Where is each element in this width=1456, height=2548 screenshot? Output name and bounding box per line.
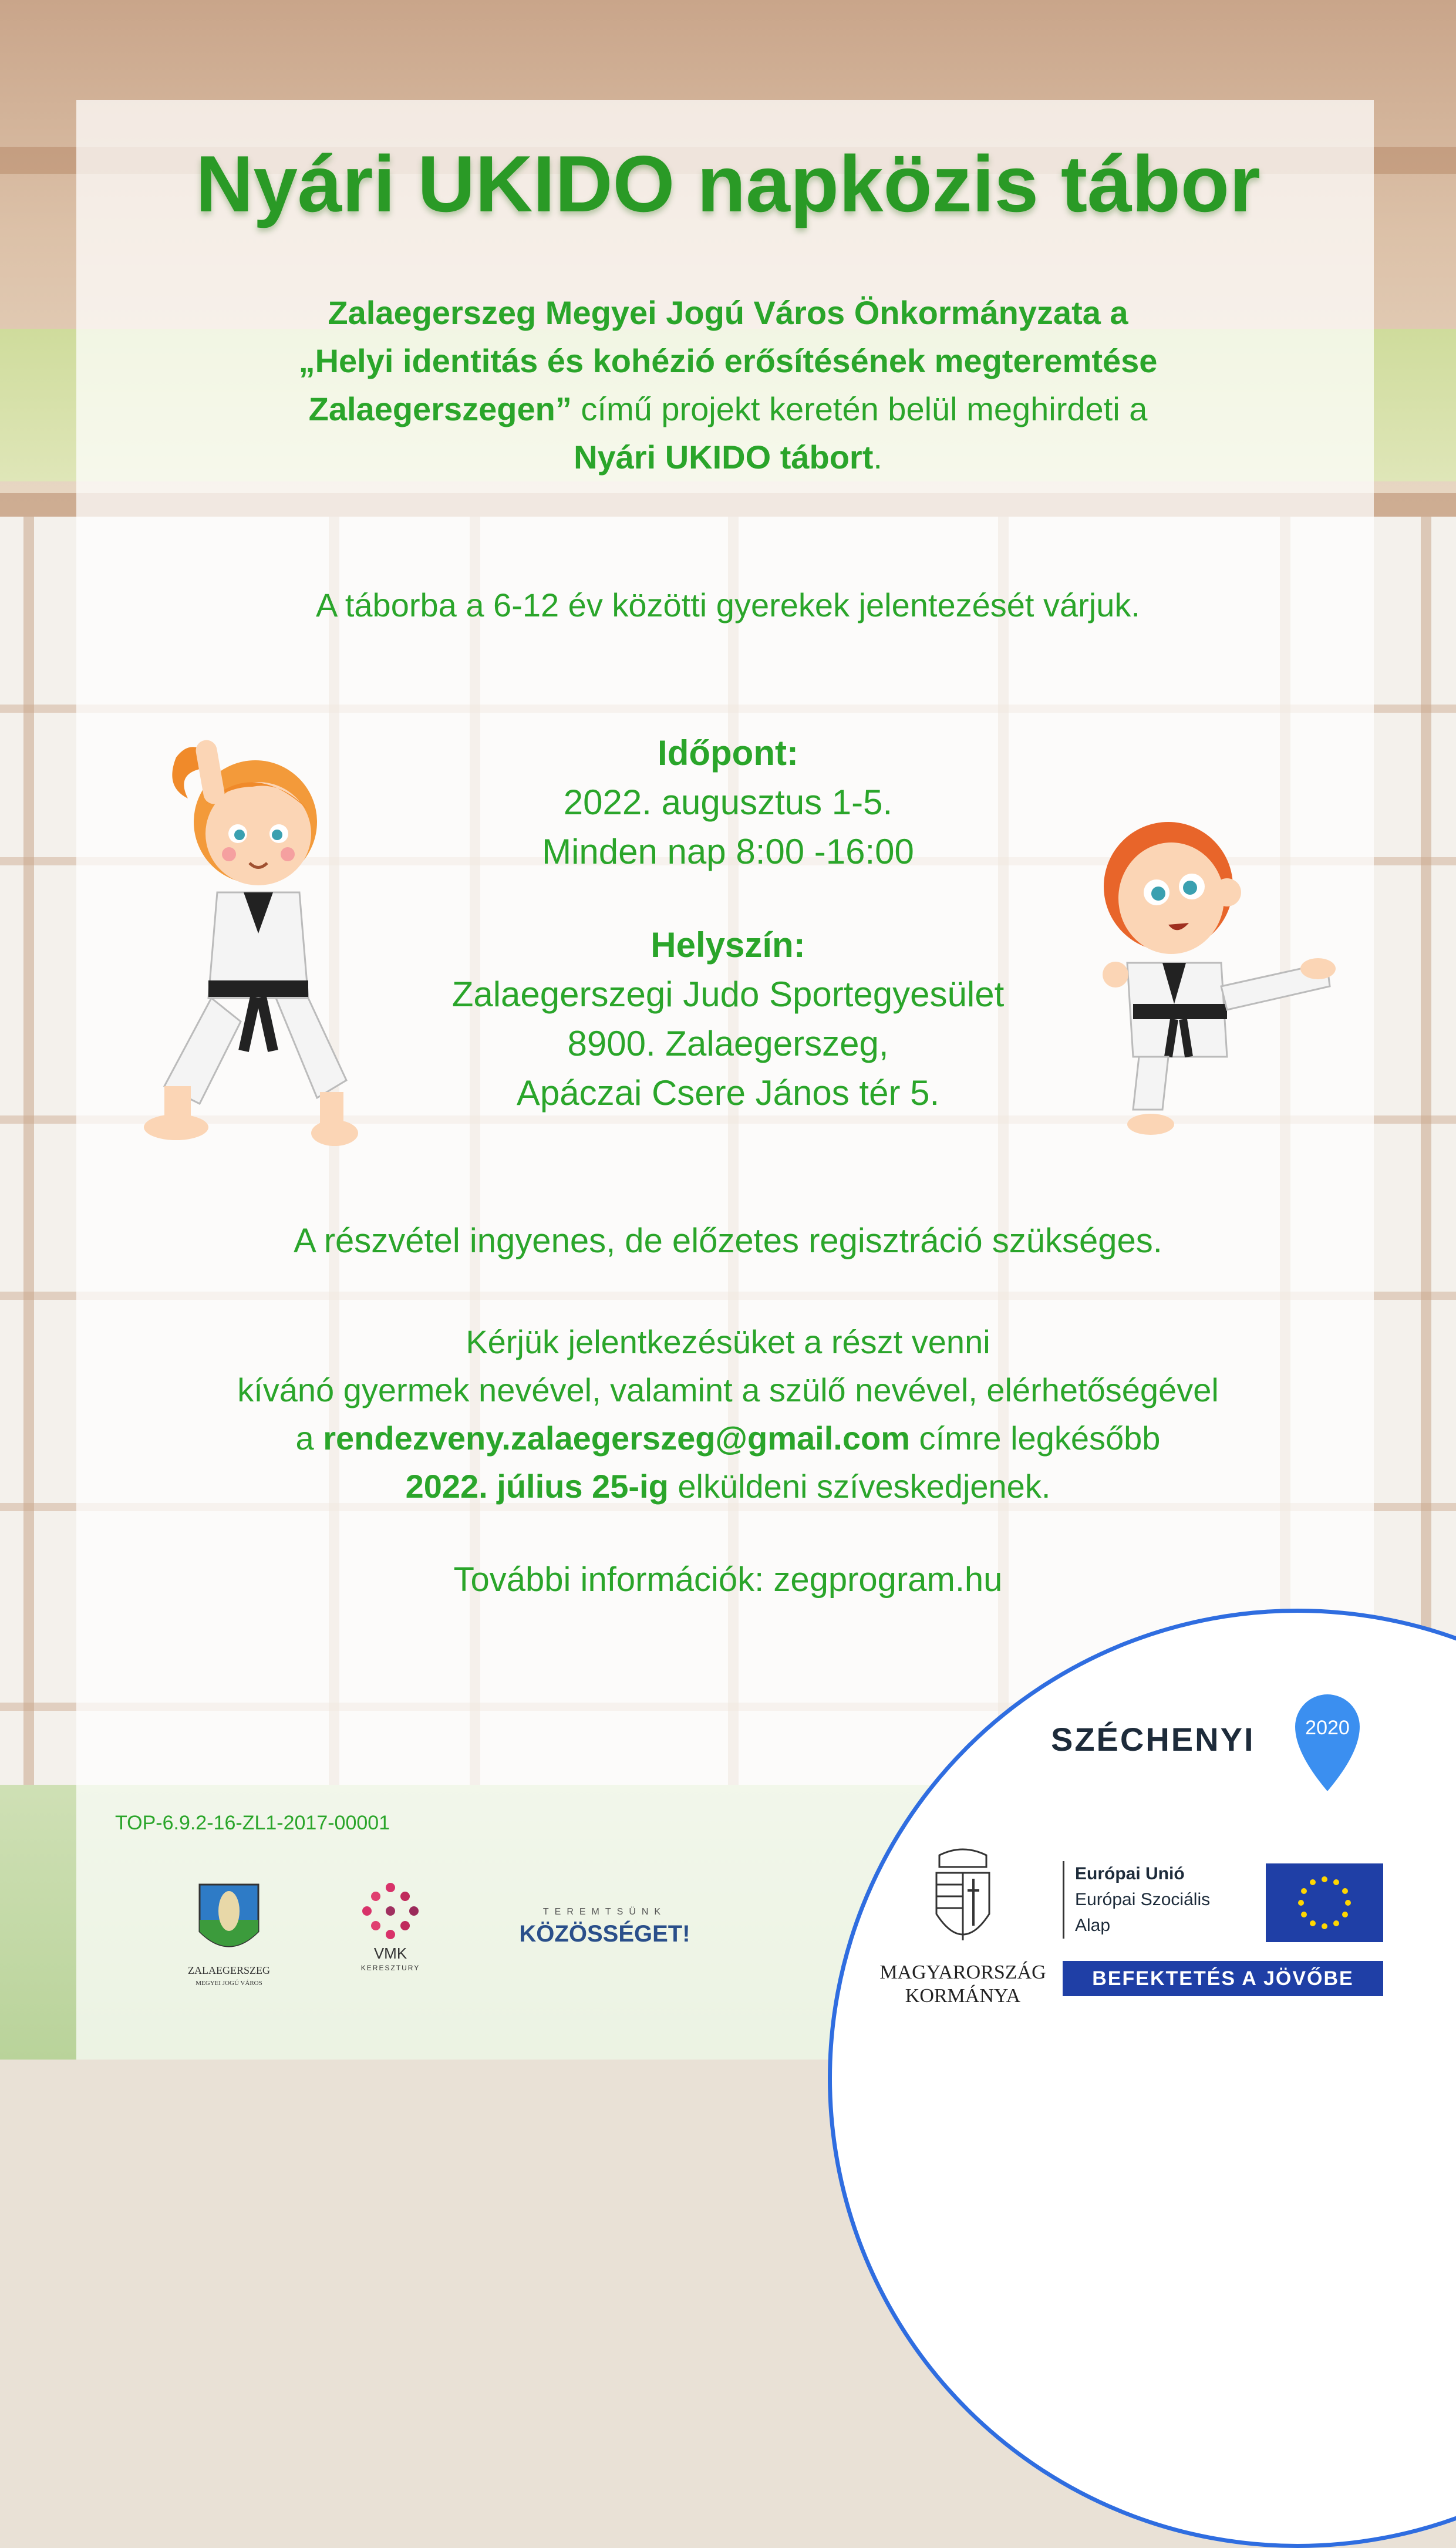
- szechenyi-2020-pin-icon: [1289, 1688, 1366, 1794]
- zalaegerszeg-logo-label: [176, 1964, 282, 1990]
- magyar-line-2: KORMÁNYA: [905, 1985, 1021, 2007]
- place-line-2: 8900. Zalaegerszeg,: [567, 1024, 889, 1063]
- eu-line-2: Európai Szociális: [1075, 1890, 1211, 1909]
- intro-line-3: [0, 385, 1456, 433]
- zalaegerszeg-subtitle: MEGYEI JOGÚ VÁROS: [196, 1980, 262, 1987]
- apply-line-4-post: elküldeni szíveskedjenek.: [668, 1468, 1051, 1505]
- time-date: 2022. augusztus 1-5.: [563, 783, 893, 822]
- eu-line-1: Európai Unió: [1075, 1864, 1185, 1883]
- intro-camp-name: Nyári UKIDO tábort: [574, 439, 874, 476]
- boy-karate-illustration: [1080, 810, 1339, 1139]
- intro-paragraph: [0, 289, 1456, 481]
- intro-line-1: Zalaegerszeg Megyei Jogú Város Önkormányzata a: [328, 294, 1128, 331]
- eu-fund-label: [1063, 1861, 1269, 1939]
- application-paragraph: [0, 1318, 1456, 1511]
- intro-line-2: „Helyi identitás és kohézió erősítésének megteremtése: [298, 342, 1158, 379]
- apply-line-1: Kérjük jelentkezésüket a részt venni: [466, 1323, 990, 1360]
- email-link[interactable]: rendezveny.zalaegerszeg@gmail.com: [323, 1420, 910, 1457]
- apply-line-3: [0, 1414, 1456, 1462]
- apply-line-3-pre: a: [295, 1420, 323, 1457]
- zalaegerszeg-name: ZALAEGERSZEG: [188, 1964, 270, 1976]
- girl-karate-illustration: [141, 722, 364, 1168]
- intro-line-4: [0, 433, 1456, 481]
- magyar-line-1: MAGYARORSZÁG: [879, 1961, 1046, 1983]
- place-line-1: Zalaegerszegi Judo Sportegyesület: [451, 975, 1005, 1014]
- apply-line-4: [0, 1462, 1456, 1511]
- vmk-sublabel: KERESZTURY: [360, 1964, 420, 1972]
- eu-flag-icon: [1266, 1863, 1383, 1942]
- apply-line-3-post: címre legkésőbb: [910, 1420, 1161, 1457]
- teremtsunk-label-top: TEREMTSÜNK: [542, 1907, 667, 1917]
- project-code: TOP-6.9.2-16-ZL1-2017-00001: [115, 1812, 390, 1834]
- teremtsunk-label-bottom: KÖZÖSSÉGET!: [519, 1921, 690, 1947]
- page-title: Nyári UKIDO napközis tábor: [196, 139, 1260, 228]
- hungarian-coat-of-arms-icon: [928, 1843, 998, 1955]
- eu-line-3: Alap: [1075, 1916, 1111, 1935]
- time-heading: Időpont:: [658, 733, 798, 773]
- szechenyi-year: 2020: [1305, 1717, 1350, 1739]
- intro-project-name-end: Zalaegerszegen”: [308, 390, 572, 427]
- free-participation-text: A részvétel ingyenes, de előzetes regisztráció szükséges.: [294, 1222, 1162, 1260]
- place-line-3: Apáczai Csere János tér 5.: [516, 1073, 940, 1113]
- deadline: 2022. július 25-ig: [405, 1468, 669, 1505]
- magyarorszag-kormanya-label: [875, 1961, 1051, 2008]
- time-hours: Minden nap 8:00 -16:00: [542, 832, 914, 871]
- intro-line-3-rest: című projekt keretén belül meghirdeti a: [571, 390, 1148, 427]
- szechenyi-label: SZÉCHENYI: [1051, 1721, 1255, 1758]
- vmk-dots-icon: [358, 1879, 423, 1943]
- apply-line-2: kívánó gyermek nevével, valamint a szülő nevével, elérhetőségével: [237, 1371, 1219, 1408]
- more-info-text: További információk: zegprogram.hu: [453, 1561, 1003, 1599]
- befektetes-banner: BEFEKTETÉS A JÖVŐBE: [1063, 1961, 1383, 1996]
- intro-line-4-rest: .: [873, 439, 882, 476]
- place-heading: Helyszín:: [651, 925, 805, 965]
- vmk-label: VMK: [373, 1944, 407, 1962]
- zalaegerszeg-coat-of-arms-icon: [194, 1879, 264, 1961]
- age-text: A táborba a 6-12 év közötti gyerekek jelentezését várjuk.: [316, 587, 1140, 623]
